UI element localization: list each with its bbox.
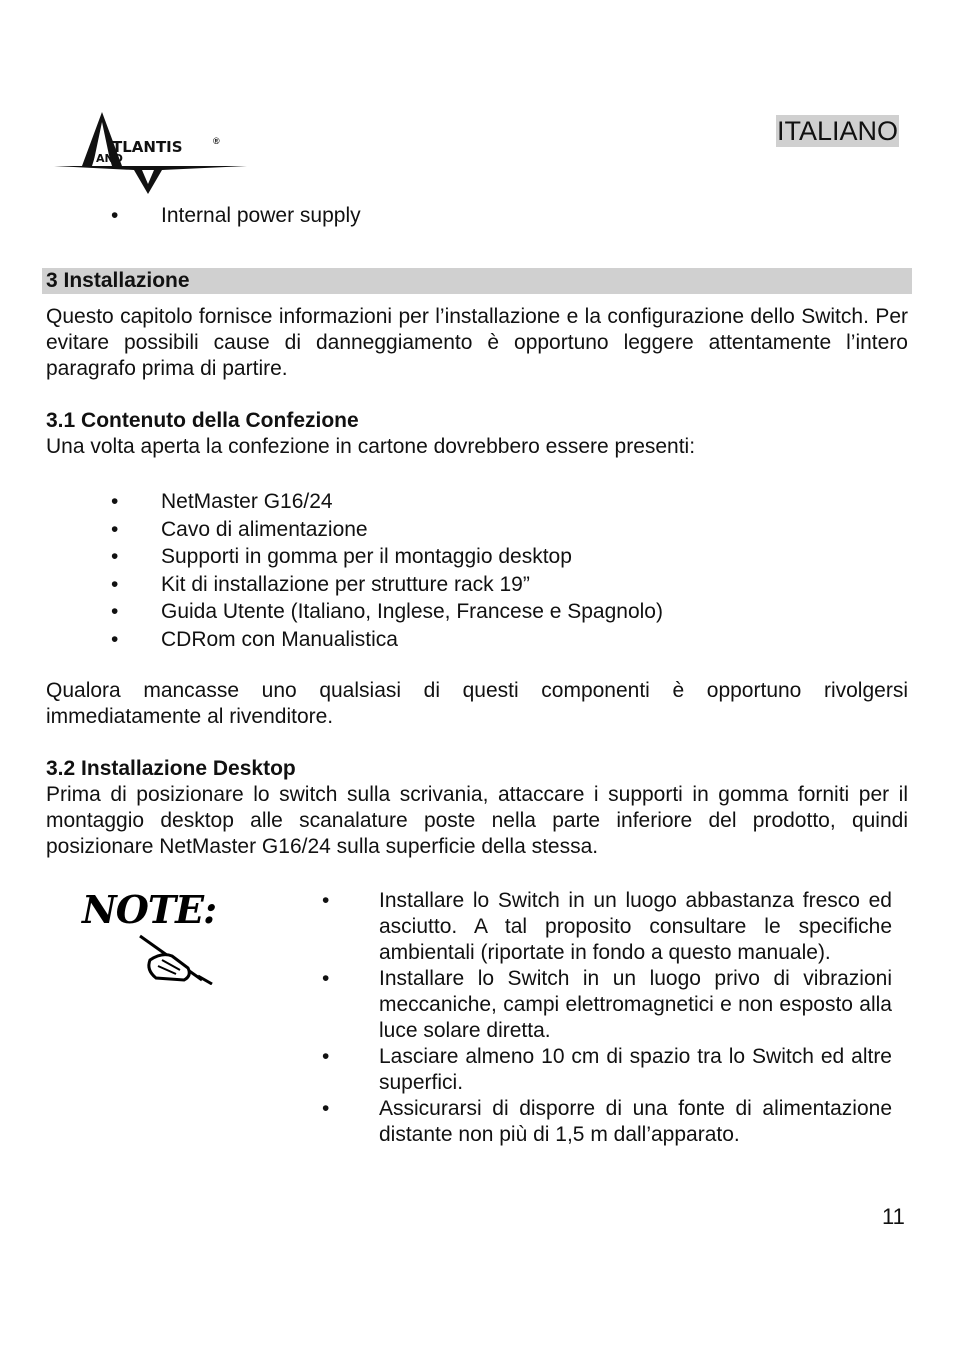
list-item <box>111 626 901 654</box>
list-item <box>111 543 901 571</box>
page-number: 11 <box>882 1204 905 1229</box>
section-3-1-outro: Qualora mancasse uno qualsiasi di questi componenti è opportuno rivolgersi immediatamente al rivenditore. <box>46 679 908 728</box>
list-item <box>111 516 901 544</box>
list-item-text: Internal power supply <box>161 204 361 227</box>
section-3-body: Questo capitolo fornisce informazioni per l’installazione e la configurazione dello Switch. Per evitare possibili cause di danneggiamento è opportuno leggere attentamente l’intero paragrafo prima di partire. <box>46 305 908 380</box>
list-item <box>111 598 901 626</box>
bullet-glyph: • <box>111 572 119 596</box>
list-item-text: Assicurarsi di disporre di una fonte di alimentazione distante non più di 1,5 m dall’apparato. <box>379 1097 892 1146</box>
bullet-glyph: • <box>322 1045 330 1068</box>
section-3-2-body: Prima di posizionare lo switch sulla scrivania, attaccare i supporti in gomma forniti per il montaggio desktop alle scanalature poste nella parte inferiore del prodotto, quindi posizionare NetMaster G16/24 sulla superficie della stessa. <box>46 783 908 858</box>
section-3-heading <box>42 268 912 294</box>
list-item <box>111 488 901 516</box>
list-item <box>322 966 892 1044</box>
bullet-glyph: • <box>322 967 330 990</box>
intro-bullet-list <box>111 203 861 229</box>
list-item <box>322 1096 892 1148</box>
logo-text-sub: AND <box>96 152 123 165</box>
section-3-title: 3 Installazione <box>46 269 190 292</box>
note-bullet-list <box>322 888 892 1148</box>
note-graphic <box>82 888 227 988</box>
list-item <box>322 1044 892 1096</box>
list-item-text: CDRom con Manualistica <box>161 627 398 651</box>
list-item-text: Guida Utente (Italiano, Inglese, Francese e Spagnolo) <box>161 600 663 624</box>
bullet-glyph: • <box>111 600 119 624</box>
list-item-text: NetMaster G16/24 <box>161 490 333 513</box>
section-3-1-intro: Una volta aperta la confezione in cartone dovrebbero essere presenti: <box>46 435 696 458</box>
bullet-glyph: • <box>111 545 119 569</box>
logo-text-main: TLANTIS <box>112 138 183 156</box>
atlantis-logo <box>52 108 252 198</box>
package-contents-list <box>111 488 901 654</box>
language-badge: ITALIANO <box>777 116 899 146</box>
writing-hand-icon <box>132 930 222 985</box>
bullet-glyph: • <box>322 889 330 912</box>
bullet-glyph: • <box>111 204 119 227</box>
section-3-1-title: 3.1 Contenuto della Confezione <box>46 409 359 432</box>
bullet-glyph: • <box>322 1097 330 1120</box>
list-item <box>111 571 901 599</box>
list-item-text: Supporti in gomma per il montaggio desktop <box>161 545 572 569</box>
list-item-text: Cavo di alimentazione <box>161 517 368 541</box>
logo-registered-mark: ® <box>213 136 220 146</box>
list-item-text: Lasciare almeno 10 cm di spazio tra lo Switch ed altre superfici. <box>379 1045 892 1094</box>
bullet-glyph: • <box>111 517 119 541</box>
list-item <box>111 203 861 229</box>
list-item <box>322 888 892 966</box>
bullet-glyph: • <box>111 627 119 651</box>
list-item-text: Installare lo Switch in un luogo privo di vibrazioni meccaniche, campi elettromagnetici e non esposto alla luce solare diretta. <box>379 967 892 1042</box>
list-item-text: Installare lo Switch in un luogo abbastanza fresco ed asciutto. A tal proposito consultare le specifiche ambientali (riportate in fondo a questo manuale). <box>379 889 892 964</box>
bullet-glyph: • <box>111 490 119 513</box>
section-3-2-title: 3.2 Installazione Desktop <box>46 757 296 780</box>
list-item-text: Kit di installazione per strutture rack 19” <box>161 572 530 596</box>
note-label: NOTE: <box>82 887 217 932</box>
